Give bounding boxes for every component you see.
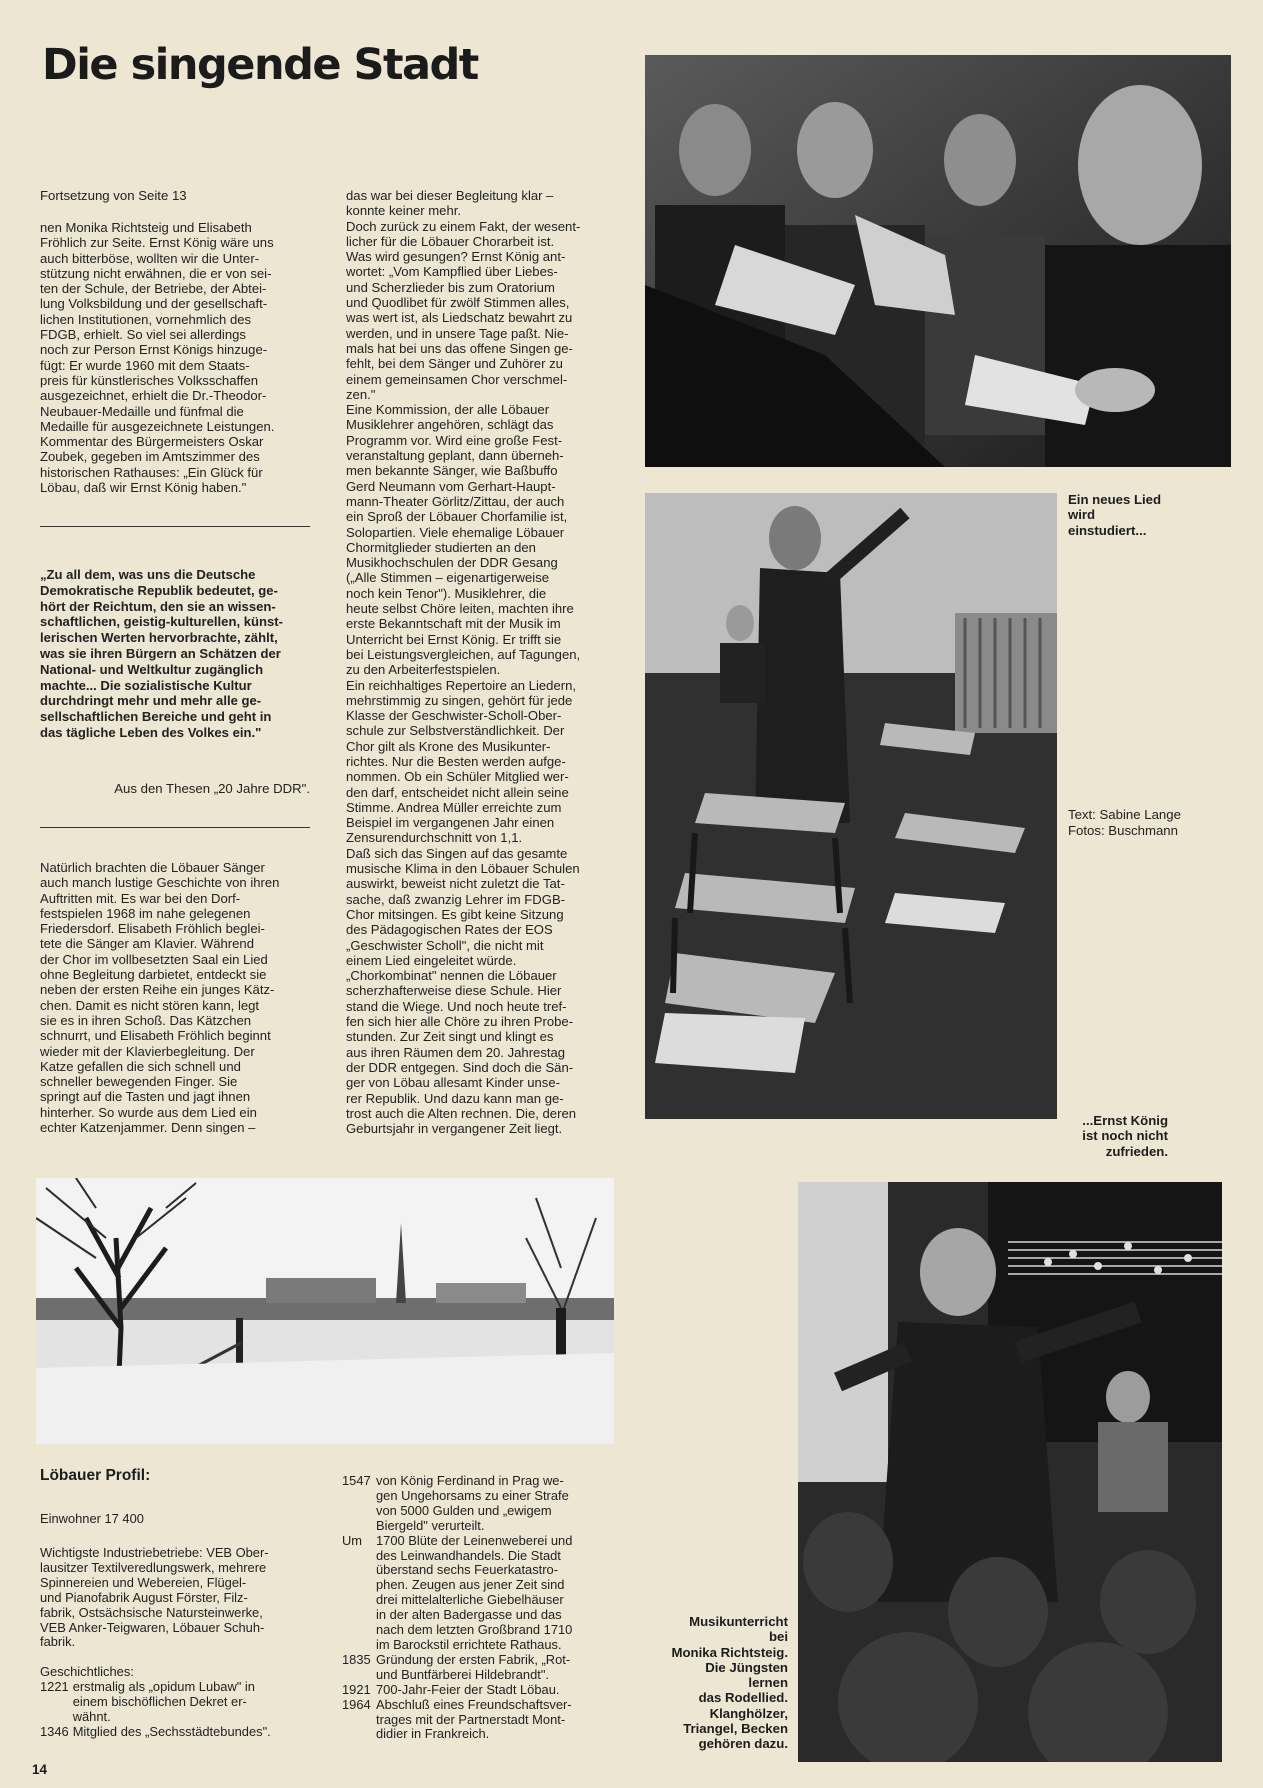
text-line: sache, daß zwanzig Lehrer im FDGB-	[346, 891, 566, 907]
text-line: gen Ungehorsams zu einer Strafe	[376, 1487, 569, 1503]
text-line: preis für künstlerisches Volksschaffen	[40, 372, 259, 388]
text-line: schneller bewegenden Finger. Sie	[40, 1074, 238, 1090]
text-line: einem gemeinsamen Chor verschmel-	[346, 371, 568, 387]
text-line: der DDR entgegen. Sind doch die Sän-	[346, 1059, 574, 1075]
text-line: chen. Damit es nicht stören kann, legt	[40, 997, 260, 1013]
text-line: gehören dazu.	[698, 1736, 788, 1752]
photo-choir-graphic	[645, 55, 1231, 467]
text-line: Spinnereien und Webereien, Flügel-	[40, 1574, 247, 1590]
text-line: mann-Theater Görlitz/Zittau, der auch	[346, 493, 565, 509]
text-line: fehlt, bei dem Sänger und Zuhörer zu	[346, 356, 563, 372]
text-line: FDGB, erhielt. So viel sei allerdings	[40, 327, 246, 343]
text-line: wähnt.	[72, 1708, 111, 1724]
text-line: trost auch die Alten rechnen. Die, deren	[346, 1105, 577, 1121]
text-line: noch zur Person Ernst Königs hinzuge-	[40, 342, 268, 358]
text-line: lerischen Werten hervorbrachte, zählt,	[40, 630, 278, 646]
text-line: richtes. Nur die Besten werden aufge-	[346, 753, 566, 769]
text-line: lichen Institutionen, vornehmlich des	[40, 311, 252, 327]
history-year: 1346	[40, 1723, 69, 1739]
history-year: 1547	[342, 1473, 371, 1488]
history-text	[376, 1474, 614, 1534]
text-line: echter Katzenjammer. Denn singen –	[40, 1120, 256, 1136]
text-line: wird	[1068, 507, 1096, 523]
photo-choir-singers	[645, 55, 1231, 467]
caption-new-song	[1068, 492, 1238, 538]
text-line: stützung nicht erwähnen, die er von sei-	[40, 265, 272, 281]
text-line: ohne Begleitung darbietet, entdeckt sie	[40, 967, 267, 983]
continuation-note: Fortsetzung von Seite 13	[40, 188, 187, 203]
text-line: trages mit der Partnerstadt Mont-	[376, 1711, 566, 1727]
text-line: ein Sproß der Löbauer Chorfamilie ist,	[346, 509, 568, 525]
photo-conductor	[645, 493, 1057, 1119]
text-line: zu den Arbeiterfestspielen.	[346, 662, 501, 678]
text-line: hinterher. So wurde aus dem Lied ein	[40, 1104, 257, 1120]
history-year: 1835	[342, 1651, 371, 1667]
text-line: Zoubek, gegeben im Amtszimmer des	[40, 449, 260, 465]
article-column-1	[40, 220, 310, 495]
text-line: Ein reichhaltiges Repertoire an Liedern,	[346, 677, 577, 693]
text-line: überstand sechs Feuerkatastro-	[376, 1562, 558, 1578]
history-text	[376, 1653, 614, 1683]
text-line: in der alten Badergasse und das	[376, 1607, 562, 1623]
text-line: schnurrt, und Elisabeth Fröhlich beginnt	[40, 1028, 271, 1044]
history-year: 1221	[40, 1679, 69, 1694]
text-line: Programm vor. Wird eine große Fest-	[346, 432, 563, 448]
text-line: VEB Anker-Teigwaren, Löbauer Schuh-	[40, 1619, 265, 1635]
text-line: rer Republik. Und dazu kann man ge-	[346, 1090, 564, 1106]
text-line: stand die Wiege. Und noch heute tref-	[346, 998, 567, 1014]
text-line: Neubauer-Medaille und fünfmal die	[40, 403, 244, 419]
text-line: fügt: Er wurde 1960 mit dem Staats-	[40, 357, 250, 373]
text-line: schaftlichen, geistig-kulturellen, künst-	[40, 614, 284, 630]
text-line: Triangel, Becken	[683, 1721, 788, 1737]
text-line: 1700 Blüte der Leinenweberei und	[376, 1532, 573, 1548]
text-line: phen. Zeugen aus jener Zeit sind	[376, 1577, 565, 1593]
text-line: historischen Rathauses: „Ein Glück für	[40, 464, 263, 480]
text-line: was sie ihren Bürgern an Schätzen der	[40, 645, 281, 661]
history-year: Um	[342, 1532, 363, 1548]
text-line: des Pädagogischen Rates der EOS	[346, 922, 553, 938]
text-line: Löbau, daß wir Ernst König haben."	[40, 480, 247, 496]
text-line: mals hat bei uns das offene Singen ge-	[346, 340, 573, 356]
text-line: Musiklehrer angehören, schlägt das	[346, 417, 554, 433]
photo-conductor-graphic	[645, 493, 1057, 1119]
history-entry	[40, 1680, 310, 1725]
photo-winter-landscape	[36, 1178, 614, 1444]
text-line: 700-Jahr-Feier der Stadt Löbau.	[376, 1681, 560, 1697]
text-line: Klanghölzer,	[709, 1705, 788, 1721]
text-line: Zensurendurchschnitt von 1,1.	[346, 830, 523, 846]
text-line: auswirkt, beweist nicht zuletzt die Tat-	[346, 876, 565, 892]
text-line: wortet: „Vom Kampflied über Liebes-	[346, 264, 558, 280]
text-line: sellschaftlichen Bereiche und geht in	[40, 709, 272, 725]
text-line: fen sich hier alle Chöre zu ihren Probe-	[346, 1014, 574, 1030]
article-column-1b	[40, 860, 310, 1135]
divider-bottom	[40, 827, 310, 828]
text-line: und Quodlibet für zwölf Stimmen alles,	[346, 295, 570, 311]
text-line: von König Ferdinand in Prag we-	[376, 1473, 564, 1488]
text-line: „Geschwister Scholl", die nicht mit	[346, 937, 544, 953]
history-entry	[342, 1653, 614, 1683]
history-entry	[342, 1534, 614, 1653]
text-line: Gründung der ersten Fabrik, „Rot-	[376, 1651, 571, 1667]
text-line: durchdringt mehr und mehr alle ge-	[40, 693, 262, 709]
text-line: Die Jüngsten	[705, 1659, 788, 1675]
pull-quote	[40, 567, 310, 741]
article-column-2	[346, 188, 616, 1136]
history-text	[376, 1534, 614, 1653]
text-line: und Scherzlieder bis zum Oratorium	[346, 279, 555, 295]
quote-source: Aus den Thesen „20 Jahre DDR".	[114, 781, 310, 796]
text-line: lernen	[748, 1675, 788, 1691]
text-line: aus ihren Räumen dem 20. Jahrestag	[346, 1044, 566, 1060]
text-line: ausgezeichnet, erhielt die Dr.-Theodor-	[40, 388, 267, 404]
text-line: „Chorkombinat" nennen die Löbauer	[346, 968, 557, 984]
text-line: Biergeld" verurteilt.	[376, 1517, 485, 1533]
text-line: Auftritten mit. Es war bei den Dorf-	[40, 890, 241, 906]
text-line: lung Volksbildung und der gesellschaft-	[40, 296, 268, 312]
text-line: tete die Sänger am Klavier. Während	[40, 936, 254, 952]
text-line: Abschluß eines Freundschaftsver-	[376, 1696, 572, 1712]
text-line: Chormitglieder studierten an den	[346, 539, 536, 555]
text-line: Text: Sabine Lange	[1068, 807, 1181, 822]
profile-population: Einwohner 17 400	[40, 1511, 144, 1526]
text-line: nach dem letzten Großbrand 1710	[376, 1622, 573, 1638]
text-line: Chor mitsingen. Es gibt keine Sitzung	[346, 906, 564, 922]
text-line: Chor gilt als Krone des Musikunter-	[346, 738, 551, 754]
text-line: veranstaltung geplant, dann überneh-	[346, 448, 564, 464]
text-line: Daß sich das Singen auf das gesamte	[346, 845, 568, 861]
text-line: Friedersdorf. Elisabeth Fröhlich beglei-	[40, 921, 265, 937]
text-line: Natürlich brachten die Löbauer Sänger	[40, 860, 265, 875]
text-line: Kommentar des Bürgermeisters Oskar	[40, 434, 264, 450]
photo-music-lesson	[798, 1182, 1222, 1762]
text-line: Medaille für ausgezeichnete Leistungen.	[40, 418, 275, 434]
text-line: bei Leistungsvergleichen, auf Tagungen,	[346, 646, 581, 662]
text-line: Musikhochschulen der DDR Gesang	[346, 555, 558, 571]
text-line: bei	[768, 1629, 788, 1645]
text-line: licher für die Löbauer Chorarbeit ist.	[346, 233, 555, 249]
text-line: zen."	[346, 386, 376, 402]
text-line: Geburtsjahr in vergangener Zeit liegt.	[346, 1121, 563, 1137]
text-line: Doch zurück zu einem Fakt, der wesent-	[346, 218, 581, 234]
caption-music-lesson	[640, 1614, 788, 1752]
history-entry	[342, 1698, 614, 1743]
text-line: noch kein Tenor"). Musiklehrer, die	[346, 585, 547, 601]
text-line: men bekannte Sänger, wie Baßbuffo	[346, 463, 558, 479]
history-text	[73, 1680, 310, 1725]
text-line: einem bischöflichen Dekret er-	[72, 1693, 247, 1709]
text-line: musische Klima in den Löbauer Schulen	[346, 861, 580, 877]
history-year: 1964	[342, 1696, 371, 1712]
text-line: den darf, entscheidet nicht allein seine	[346, 784, 569, 800]
text-line: nen Monika Richtsteig und Elisabeth	[40, 220, 252, 235]
text-line: und Pianofabrik August Förster, Filz-	[40, 1589, 248, 1605]
text-line: werden, und in unsere Tage paßt. Nie-	[346, 325, 569, 341]
profile-history-label: Geschichtliches:	[40, 1664, 134, 1679]
text-line: Musikunterricht	[689, 1614, 788, 1629]
page-title: Die singende Stadt	[42, 40, 478, 90]
text-line: ger von Löbau allesamt Kinder unse-	[346, 1075, 560, 1091]
history-text	[376, 1698, 614, 1743]
text-line: Fotos: Buschmann	[1068, 823, 1178, 838]
text-line: ist noch nicht	[1082, 1128, 1168, 1144]
text-line: Wichtigste Industriebetriebe: VEB Ober-	[40, 1545, 269, 1560]
profile-industry	[40, 1546, 310, 1650]
text-line: Stimme. Andrea Müller erreichte zum	[346, 799, 562, 815]
text-line: konnte keiner mehr.	[346, 203, 461, 219]
text-line: hört der Reichtum, den sie an wissen-	[40, 598, 276, 614]
text-line: stunden. Zur Zeit singt und klingt es	[346, 1029, 554, 1045]
credits	[1068, 807, 1248, 839]
text-line: auch manch lustige Geschichte von ihren	[40, 875, 280, 891]
text-line: didier in Frankreich.	[376, 1726, 490, 1742]
text-line: („Alle Stimmen – eigenartigerweise	[346, 570, 550, 586]
text-line: was wert ist, als Liedschatz bewahrt zu	[346, 310, 573, 326]
text-line: im Barockstil errichtete Rathaus.	[376, 1636, 562, 1652]
page-number: 14	[32, 1762, 48, 1777]
text-line: Fröhlich zur Seite. Ernst König wäre uns	[40, 235, 274, 251]
text-line: Eine Kommission, der alle Löbauer	[346, 402, 550, 418]
text-line: schule zur Selbstverständlichkeit. Der	[346, 723, 565, 739]
text-line: das tägliche Leben des Volkes ein."	[40, 724, 262, 740]
text-line: das war bei dieser Begleitung klar –	[346, 188, 554, 203]
text-line: und Buntfärberei Hildebrandt".	[376, 1666, 549, 1682]
text-line: „Zu all dem, was uns die Deutsche	[40, 567, 256, 582]
profile-history-2	[342, 1474, 614, 1742]
history-text	[73, 1725, 310, 1740]
text-line: von 5000 Gulden und „ewigem	[376, 1502, 552, 1518]
history-year: 1921	[342, 1681, 371, 1697]
text-line: Ein neues Lied	[1068, 492, 1162, 507]
text-line: drei mittelalterliche Giebelhäuser	[376, 1592, 564, 1608]
text-line: festspielen 1968 im nahe gelegenen	[40, 905, 251, 921]
text-line: springt auf die Tasten und jagt ihnen	[40, 1089, 251, 1105]
text-line: Mitglied des „Sechsstädtebundes".	[72, 1723, 271, 1739]
text-line: erstmalig als „opidum Lubaw" in	[72, 1679, 255, 1694]
text-line: Demokratische Republik bedeutet, ge-	[40, 582, 278, 598]
text-line: lausitzer Textilveredlungswerk, mehrere	[40, 1559, 267, 1575]
caption-not-satisfied	[1048, 1113, 1168, 1159]
text-line: zufrieden.	[1105, 1143, 1168, 1159]
text-line: mehrstimmig zu singen, gehört für jede	[346, 692, 573, 708]
text-line: Klasse der Geschwister-Scholl-Ober-	[346, 708, 562, 724]
text-line: Unterricht bei Ernst König. Er trifft sie	[346, 631, 562, 647]
text-line: neben der ersten Reihe ein junges Kätz-	[40, 982, 275, 998]
text-line: Katze gefallen die sich schnell und	[40, 1058, 241, 1074]
text-line: National- und Weltkultur zugänglich	[40, 661, 264, 677]
text-line: Was wird gesungen? Ernst König ant-	[346, 249, 566, 265]
text-line: fabrik, Ostsächsische Natursteinwerke,	[40, 1604, 263, 1620]
text-line: des Leinwandhandels. Die Stadt	[376, 1547, 561, 1563]
text-line: der Chor im vollbesetzten Saal ein Lied	[40, 951, 268, 967]
text-line: machte... Die sozialistische Kultur	[40, 677, 252, 693]
text-line: Monika Richtsteig.	[671, 1644, 788, 1660]
text-line: nommen. Ob ein Schüler Mitglied wer-	[346, 769, 569, 785]
history-entry	[342, 1474, 614, 1534]
text-line: ten der Schule, der Betriebe, der Abtei-	[40, 281, 267, 297]
history-entry	[40, 1725, 310, 1740]
text-line: wieder mit der Klavierbegleitung. Der	[40, 1043, 255, 1059]
history-entry	[342, 1683, 614, 1698]
text-line: heute selbst Chöre leiten, machten ihre	[346, 601, 574, 617]
text-line: ...Ernst König	[1082, 1113, 1168, 1128]
text-line: auch bitterböse, wollten wir die Unter-	[40, 250, 260, 266]
text-line: fabrik.	[40, 1634, 76, 1650]
text-line: einem Lied eingeleitet würde.	[346, 952, 517, 968]
text-line: Beispiel im vergangenen Jahr einen	[346, 815, 555, 831]
divider-top	[40, 526, 310, 527]
text-line: scherzhafterweise diese Schule. Hier	[346, 983, 562, 999]
text-line: einstudiert...	[1068, 522, 1147, 538]
text-line: sie es in ihren Schoß. Das Kätzchen	[40, 1012, 252, 1028]
text-line: Solopartien. Viele ehemalige Löbauer	[346, 524, 565, 540]
text-line: erste Bekanntschaft mit der Musik im	[346, 616, 561, 632]
photo-landscape-graphic	[36, 1178, 614, 1444]
history-text	[376, 1683, 614, 1698]
text-line: das Rodellied.	[698, 1690, 788, 1706]
profile-history-1	[40, 1680, 310, 1740]
text-line: Gerd Neumann vom Gerhart-Haupt-	[346, 478, 556, 494]
photo-lesson-graphic	[798, 1182, 1222, 1762]
profile-title: Löbauer Profil:	[40, 1467, 151, 1484]
